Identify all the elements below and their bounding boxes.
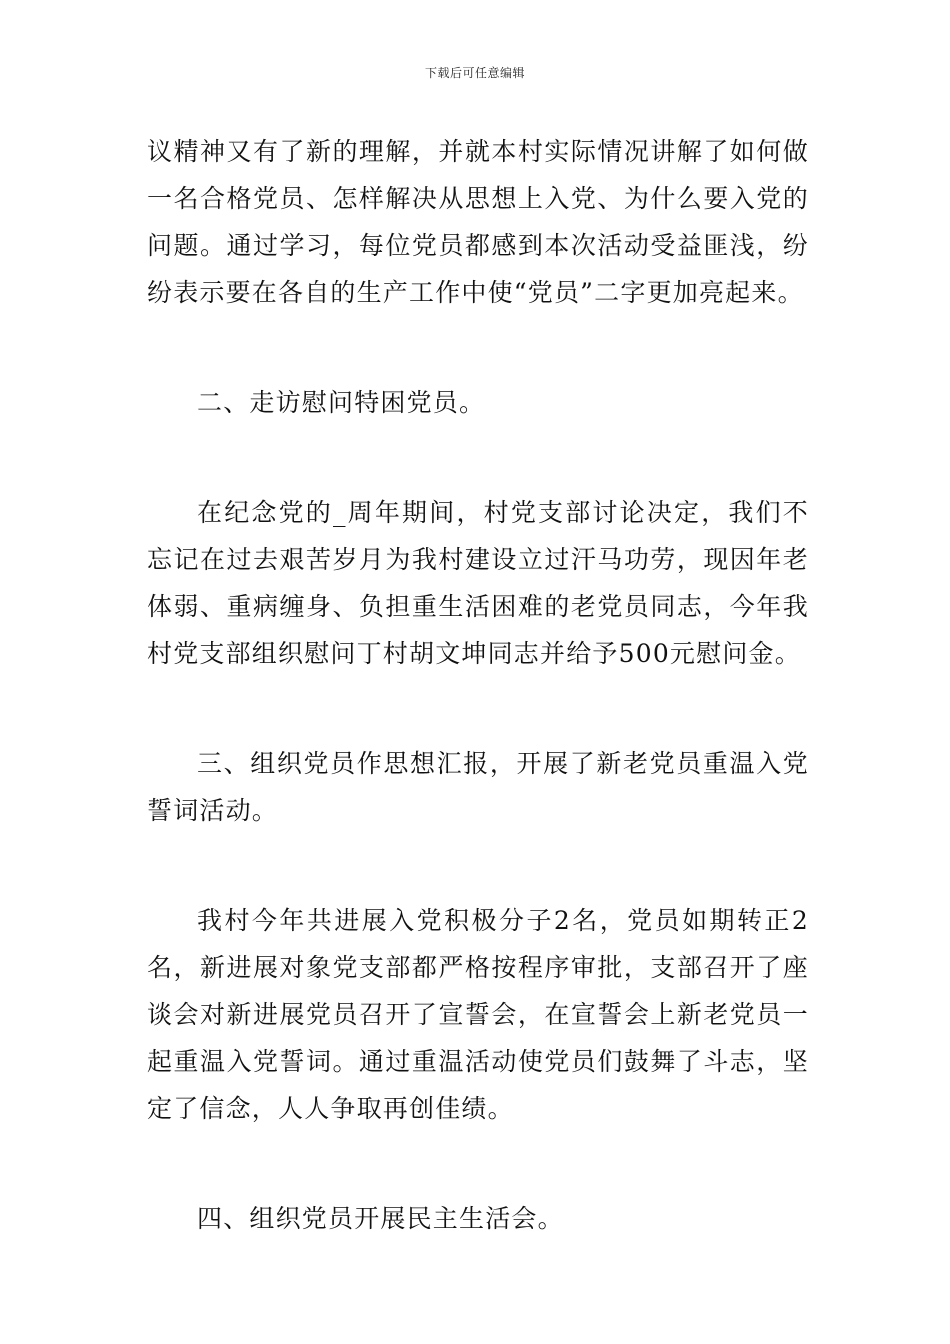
paragraph-continuation: 议精神又有了新的理解，并就本村实际情况讲解了如何做一名合格党员、怎样解决从思想上入党、为什么要入党的问题。通过学习，每位党员都感到本次活动受益匪浅，纷纷表示要在各自的生产工作中使“党员”二字更加亮起来。 (147, 137, 809, 307)
section-heading-3: 三、组织党员作思想汇报，开展了新老党员重温入党誓词活动。 (147, 749, 809, 825)
document-body (147, 128, 809, 1242)
page-header: 下载后可任意编辑 (424, 66, 525, 80)
paragraph-oath: 我村今年共进展入党积极分子2名，党员如期转正2名，新进展对象党支部都严格按程序审批，支部召开了座谈会对新进展党员召开了宣誓会，在宣誓会上新老党员一起重温入党誓词。通过重温活动使党员们鼓舞了斗志，坚定了信念，人人争取再创佳绩。 (147, 906, 809, 1123)
paragraph-visit: 在纪念党的_周年期间，村党支部讨论决定，我们不忘记在过去艰苦岁月为我村建设立过汗马功劳，现因年老体弱、重病缠身、负担重生活困难的老党员同志，今年我村党支部组织慰问丁村胡文坤同志并给予500元慰问金。 (147, 498, 809, 668)
section-heading-4: 四、组织党员开展民主生活会。 (197, 1204, 564, 1233)
section-heading-2: 二、走访慰问特困党员。 (197, 388, 486, 417)
